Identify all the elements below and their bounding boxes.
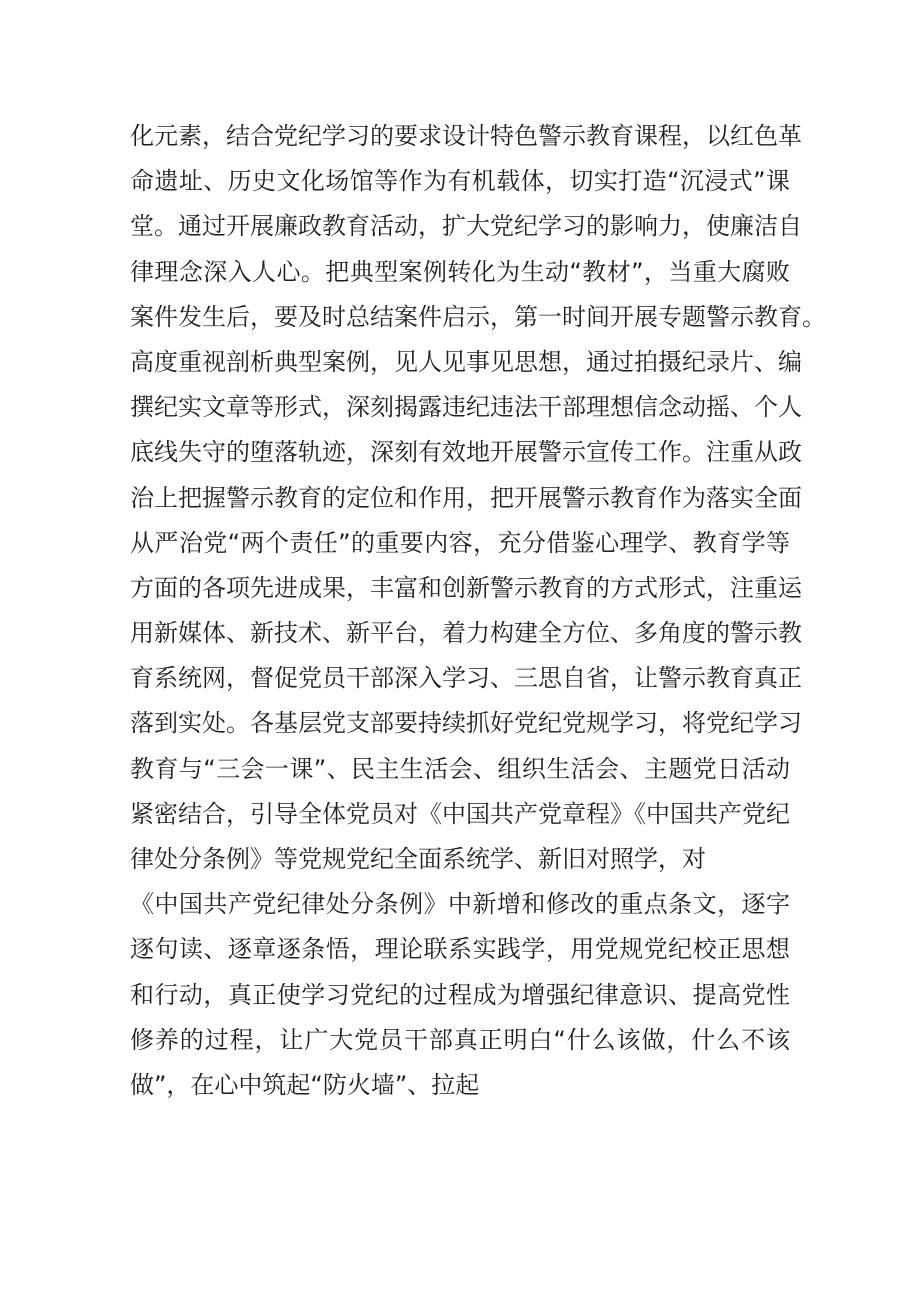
text-line: 律理念深入人心。把典型案例转化为生动“教材”，当重大腐败 [130, 257, 790, 286]
text-line: 治上把握警示教育的定位和作用，把开展警示教育作为落实全面 [130, 483, 802, 512]
text-line: 从严治党“两个责任”的重要内容，充分借鉴心理学、教育学等 [130, 528, 790, 557]
text-line: 逐句读、逐章逐条悟，理论联系实践学，用党规党纪校正思想 [130, 935, 790, 964]
text-line: 案件发生后，要及时总结案件启示，第一时间开展专题警示教育。 [130, 302, 826, 331]
text-line: 落到实处。各基层党支部要持续抓好党纪党规学习，将党纪学习 [130, 709, 802, 738]
text-line: 命遗址、历史文化场馆等作为有机载体，切实打造“沉浸式”课 [130, 167, 790, 196]
text-line: 方面的各项先进成果，丰富和创新警示教育的方式形式，注重运 [130, 573, 802, 602]
text-line: 化元素，结合党纪学习的要求设计特色警示教育课程，以红色革 [130, 122, 802, 150]
text-line: 做”，在心中筑起“防火墙”、拉起 [130, 1070, 480, 1099]
text-line: 育系统网，督促党员干部深入学习、三思自省，让警示教育真正 [130, 664, 802, 693]
text-line: 底线失守的堕落轨迹，深刻有效地开展警示宣传工作。注重从政 [130, 438, 802, 467]
text-line: 《中国共产党纪律处分条例》中新增和修改的重点条文，逐字 [130, 890, 790, 919]
text-line: 撰纪实文章等形式，深刻揭露违纪违法干部理想信念动摇、个人 [130, 393, 802, 422]
text-line: 教育与“三会一课”、民主生活会、组织生活会、主题党日活动 [130, 754, 790, 783]
text-line: 律处分条例》等党规党纪全面系统学、新旧对照学，对 [130, 845, 706, 873]
text-line: 堂。通过开展廉政教育活动，扩大党纪学习的影响力，使廉洁自 [130, 212, 802, 241]
text-line: 紧密结合，引导全体党员对《中国共产党章程》《中国共产党纪 [130, 799, 790, 828]
text-line: 和行动，真正使学习党纪的过程成为增强纪律意识、提高党性 [130, 980, 790, 1009]
body-text [130, 114, 826, 1108]
text-line: 用新媒体、新技术、新平台，着力构建全方位、多角度的警示教 [130, 619, 802, 648]
text-line: 高度重视剖析典型案例，见人见事见思想，通过拍摄纪录片、编 [130, 347, 802, 376]
text-line: 修养的过程，让广大党员干部真正明白“什么该做，什么不该 [130, 1025, 790, 1054]
